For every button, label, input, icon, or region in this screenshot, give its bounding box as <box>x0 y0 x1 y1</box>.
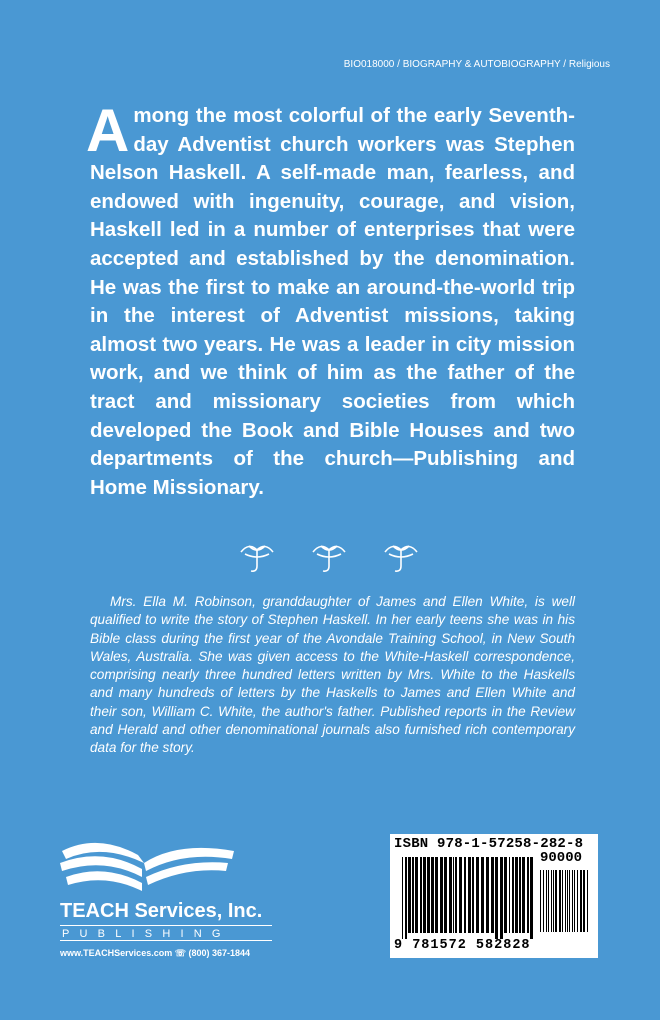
book-blurb <box>86 97 575 502</box>
barcode-bar <box>580 870 582 932</box>
barcode-bar <box>551 870 552 932</box>
barcode-bar <box>548 870 549 932</box>
barcode-bar <box>486 857 489 933</box>
barcode-bar <box>408 857 411 933</box>
barcode-bar <box>509 857 510 933</box>
barcode-bar <box>515 857 518 933</box>
barcode-bar <box>449 857 452 933</box>
barcode-bar <box>512 857 514 933</box>
barcode-bar <box>455 857 457 933</box>
publisher-phone: (800) 367-1844 <box>188 948 251 958</box>
barcode-bar <box>577 870 578 932</box>
price-addon-number: 90000 <box>540 850 583 866</box>
barcode-bar <box>405 857 407 939</box>
barcode-bar <box>530 857 533 939</box>
publisher-name: TEACH Services, Inc. <box>60 900 263 922</box>
barcode-bar <box>572 870 573 932</box>
open-book-icon <box>58 833 238 895</box>
barcode-bar <box>431 857 434 933</box>
fleuron-icon <box>307 538 351 576</box>
drop-cap: A <box>86 97 130 164</box>
barcode-bar <box>562 870 563 932</box>
barcode-bar <box>435 857 438 933</box>
isbn-text: ISBN 978-1-57258-282-8 <box>394 836 584 852</box>
barcode-bar <box>420 857 422 933</box>
barcode-bar <box>504 857 507 933</box>
phone-icon: ☏ <box>174 948 186 958</box>
barcode-bar <box>565 870 566 932</box>
barcode-bar <box>476 857 479 933</box>
blurb-text: mong the most colorful of the early Seventh-day Adventist church workers was Stephen Nelson Haskell. A self-made man, fearless, and endowed with ingenuity, courage, and vision, Haskell led in a number of enterprises that were accepted and established by the denomination. He was the first to make an around-the-world trip in the interest of Adventist missions, taking almost two years. He was a leader in city mission work, and we think of him as the father of the tract and missionary societies from which developed the Book and Bible Houses and two departments of the church—Publishing and Home Missionary. <box>90 104 575 499</box>
barcode-bar <box>519 857 521 933</box>
ean-barcode <box>402 857 534 939</box>
barcode-bar <box>423 857 426 933</box>
barcode-bar <box>522 857 525 933</box>
barcode-bar <box>481 857 484 933</box>
barcode-bar <box>583 870 585 932</box>
publisher-contact <box>60 948 250 959</box>
category-label: BIO018000 / BIOGRAPHY & AUTOBIOGRAPHY / Religious <box>343 59 610 70</box>
barcode-bar <box>472 857 474 933</box>
publisher-website[interactable]: www.TEACHServices.com <box>60 948 173 958</box>
barcode-bar <box>412 857 414 933</box>
barcode-bar <box>453 857 454 933</box>
barcode-bar <box>555 870 557 932</box>
fleuron-icon <box>379 538 423 576</box>
barcode-bar <box>553 870 554 932</box>
barcode-bar <box>567 870 568 932</box>
barcode-bar <box>415 857 418 933</box>
ean-number: 9 781572 582828 <box>394 938 531 953</box>
ornament-divider <box>235 538 435 578</box>
publisher-block <box>58 833 288 973</box>
barcode-bar <box>468 857 471 933</box>
barcode-bar <box>440 857 443 933</box>
barcode-bar <box>546 870 547 932</box>
barcode-bar <box>491 857 494 933</box>
publisher-tagline: PUBLISHING <box>60 925 272 941</box>
barcode-bar <box>527 857 529 933</box>
barcode-bar <box>543 870 544 932</box>
barcode-bar <box>495 857 498 939</box>
addon-barcode <box>540 870 590 932</box>
barcode-bar <box>574 870 575 932</box>
barcode-bar <box>569 870 570 932</box>
fleuron-icon <box>235 538 279 576</box>
barcode-bar <box>559 870 561 932</box>
barcode-bar <box>587 870 588 932</box>
barcode-bar <box>427 857 430 933</box>
barcode-bar <box>444 857 447 933</box>
barcode-bar <box>402 857 403 939</box>
barcode-box <box>390 834 598 958</box>
author-bio: Mrs. Ella M. Robinson, granddaughter of James and Ellen White, is well qualified to write the story of Stephen Haskell. In her early teens she was in his Bible class during the first year of the Avondale Training School, in New South Wales, Australia. She was given access to the White-Haskell correspondence, comprising nearly three hundred letters written by Mrs. White to the Haskells and many hundreds of letters by the Haskells to James and Ellen White and their son, William C. White, the author's father. Published reports in the Review and Herald and other denominational journals also furnished rich contemporary data for the story. <box>90 594 575 756</box>
barcode-bar <box>464 857 466 933</box>
barcode-bar <box>459 857 462 933</box>
barcode-bar <box>540 870 541 932</box>
barcode-bar <box>500 857 503 939</box>
